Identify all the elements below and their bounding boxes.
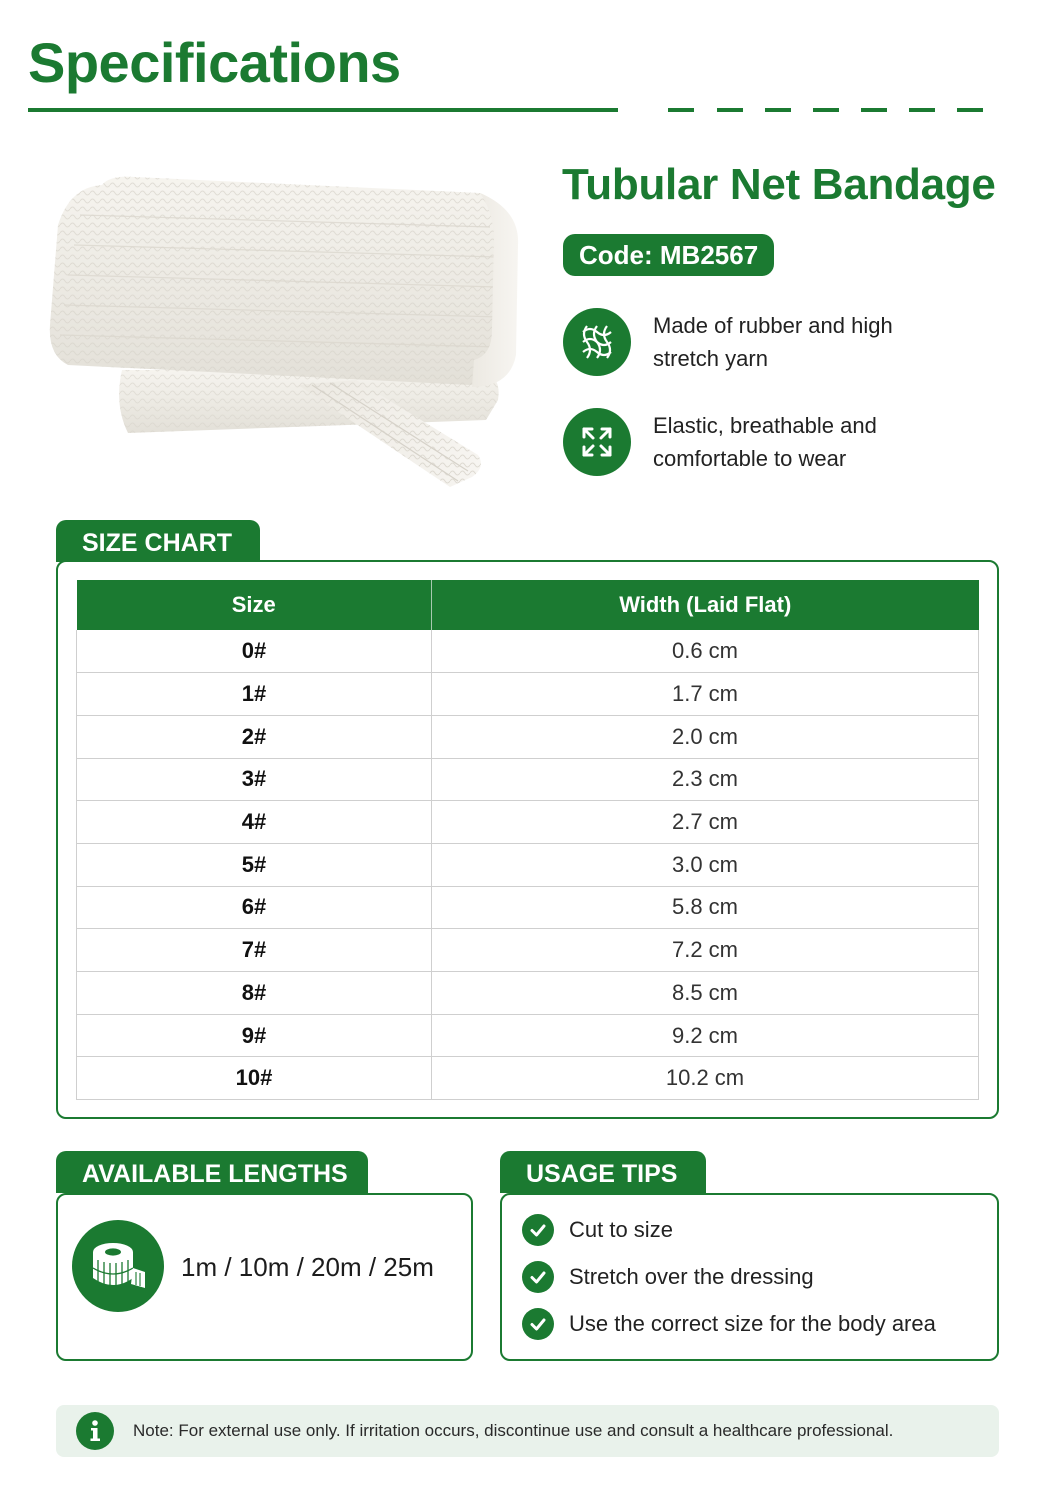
- tip-text: Use the correct size for the body area: [569, 1311, 936, 1336]
- table-row: [77, 758, 979, 801]
- table-row: [77, 843, 979, 886]
- size-chart-table: [76, 580, 979, 1100]
- size-cell: 4#: [77, 801, 432, 844]
- size-chart-heading: SIZE CHART: [56, 520, 260, 562]
- check-icon: [522, 1308, 554, 1340]
- size-cell: 9#: [77, 1014, 432, 1057]
- usage-tips-heading: USAGE TIPS: [500, 1151, 706, 1193]
- size-cell: 2#: [77, 715, 432, 758]
- table-row: [77, 886, 979, 929]
- width-cell: 1.7 cm: [432, 673, 979, 716]
- size-cell: 0#: [77, 630, 432, 673]
- feature-item: [563, 308, 953, 376]
- list-item: [522, 1308, 936, 1340]
- lengths-heading: AVAILABLE LENGTHS: [56, 1151, 368, 1193]
- product-code-badge: Code: MB2567: [563, 234, 774, 276]
- check-icon: [522, 1214, 554, 1246]
- list-item: [522, 1214, 673, 1246]
- column-header-width: Width (Laid Flat): [432, 580, 979, 630]
- size-cell: 3#: [77, 758, 432, 801]
- width-cell: 2.7 cm: [432, 801, 979, 844]
- product-image: [40, 165, 530, 520]
- list-item: [522, 1261, 814, 1293]
- lengths-value: 1m / 10m / 20m / 25m: [181, 1252, 434, 1282]
- width-cell: 9.2 cm: [432, 1014, 979, 1057]
- width-cell: 7.2 cm: [432, 929, 979, 972]
- table-row: [77, 929, 979, 972]
- bandage-roll-icon: [72, 1220, 164, 1312]
- column-header-size: Size: [77, 580, 432, 630]
- title-dash: [957, 108, 983, 112]
- tip-text: Cut to size: [569, 1217, 673, 1242]
- feature-item: [563, 408, 953, 476]
- table-header-row: [77, 580, 979, 630]
- title-dash: [668, 108, 694, 112]
- width-cell: 3.0 cm: [432, 843, 979, 886]
- size-cell: 7#: [77, 929, 432, 972]
- table-row: [77, 1014, 979, 1057]
- page-title: Specifications: [28, 31, 401, 94]
- table-row: [77, 715, 979, 758]
- width-cell: 5.8 cm: [432, 886, 979, 929]
- expand-arrows-icon: [563, 408, 631, 476]
- info-icon: [76, 1412, 114, 1450]
- feature-text: Made of rubber and high stretch yarn: [653, 313, 893, 371]
- size-cell: 8#: [77, 972, 432, 1015]
- table-row: [77, 1057, 979, 1100]
- check-icon: [522, 1261, 554, 1293]
- table-row: [77, 630, 979, 673]
- mesh-icon: [563, 308, 631, 376]
- tip-text: Stretch over the dressing: [569, 1264, 814, 1289]
- width-cell: 2.3 cm: [432, 758, 979, 801]
- title-dash: [861, 108, 887, 112]
- title-dash: [717, 108, 743, 112]
- width-cell: 8.5 cm: [432, 972, 979, 1015]
- product-name: Tubular Net Bandage: [562, 160, 996, 209]
- size-cell: 1#: [77, 673, 432, 716]
- feature-text: Elastic, breathable and comfortable to wear: [653, 413, 877, 471]
- title-dash: [909, 108, 935, 112]
- note-text: Note: For external use only. If irritation occurs, discontinue use and consult a healthcare professional.: [133, 1421, 894, 1440]
- title-dash: [813, 108, 839, 112]
- size-cell: 6#: [77, 886, 432, 929]
- table-row: [77, 972, 979, 1015]
- title-dash: [765, 108, 791, 112]
- title-underline: [28, 108, 618, 112]
- note-banner: [56, 1405, 999, 1457]
- width-cell: 0.6 cm: [432, 630, 979, 673]
- table-row: [77, 673, 979, 716]
- table-row: [77, 801, 979, 844]
- width-cell: 10.2 cm: [432, 1057, 979, 1100]
- size-cell: 10#: [77, 1057, 432, 1100]
- width-cell: 2.0 cm: [432, 715, 979, 758]
- size-cell: 5#: [77, 843, 432, 886]
